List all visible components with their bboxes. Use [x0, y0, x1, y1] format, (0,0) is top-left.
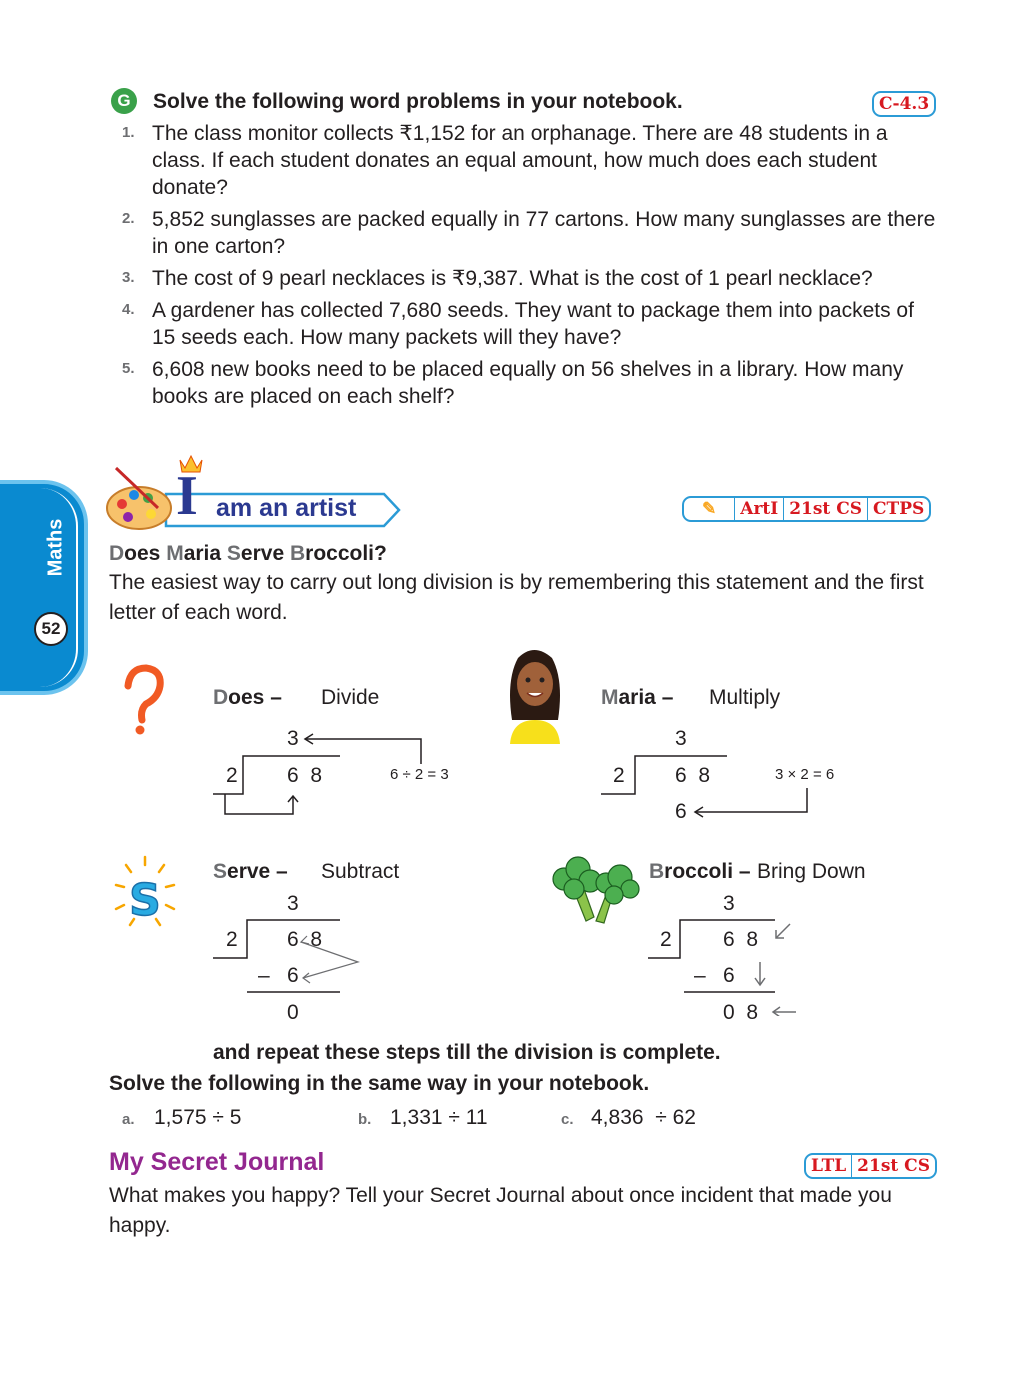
maria-bracket-lines — [595, 740, 825, 820]
broccoli-quotient: 3 — [723, 892, 735, 915]
practice-instruction: Solve the following in the same way in your notebook. — [109, 1072, 650, 1095]
broccoli-result: 0 8 — [723, 1001, 759, 1024]
letter-s-icon — [112, 855, 178, 933]
list-item — [122, 356, 942, 410]
practice-item: a. 1,575 ÷ 5 — [122, 1106, 242, 1129]
item-number: 5. — [122, 360, 135, 377]
item-number: 2. — [122, 210, 135, 227]
tag: 21st CS — [784, 498, 868, 520]
broccoli-meaning: Bring Down — [757, 860, 866, 883]
maria-dividend: 6 8 — [675, 764, 711, 787]
problem-text: 5,852 sunglasses are packed equally in 77 cartons. How many sunglasses are there in one carton? — [152, 208, 936, 258]
serve-label: Serve – — [213, 860, 288, 883]
practice-item: c. 4,836 ÷ 62 — [561, 1106, 696, 1129]
serve-dividend: 6 8 — [287, 928, 323, 951]
journal-text: What makes you happy? Tell your Secret Journal about once incident that made you happy. — [109, 1184, 892, 1237]
item-number: 1. — [122, 124, 135, 141]
pencil-icon: ✎ — [684, 498, 735, 520]
broccoli-bracket-lines — [640, 906, 810, 1016]
list-item — [122, 120, 942, 201]
serve-meaning: Subtract — [321, 860, 400, 883]
maria-quotient: 3 — [675, 727, 687, 750]
tag: 21st CS — [857, 1156, 930, 1176]
tag: LTL — [806, 1155, 852, 1177]
does-label: Does – — [213, 686, 282, 709]
artist-title: am an artist — [216, 494, 357, 522]
broccoli-label: Broccoli – — [649, 860, 751, 883]
does-bracket-lines — [205, 728, 435, 823]
journal-tags — [804, 1153, 937, 1179]
does-dividend: 6 8 — [287, 764, 323, 787]
serve-divisor: 2 — [226, 928, 238, 951]
problem-text: 6,608 new books need to be placed equally on 56 shelves in a library. How many books are placed on each shelf? — [152, 358, 904, 408]
broccoli-divisor: 2 — [660, 928, 672, 951]
girl-character-icon — [500, 640, 570, 744]
maria-note: 3 × 2 = 6 — [775, 766, 835, 783]
maria-meaning: Multiply — [709, 686, 781, 709]
broccoli-dividend: 6 8 — [723, 928, 759, 951]
list-item — [122, 206, 942, 260]
artist-title-letter: I — [176, 465, 198, 527]
tag: ArtI — [735, 498, 784, 520]
section-g-tag: C-4.3 — [872, 91, 936, 117]
maria-divisor: 2 — [613, 764, 625, 787]
practice-item: b. 1,331 ÷ 11 — [358, 1106, 488, 1129]
does-quotient: 3 — [287, 727, 299, 750]
artist-subheading: Does Maria Serve Broccoli? — [109, 542, 387, 565]
serve-quotient: 3 — [287, 892, 299, 915]
does-note: 6 ÷ 2 = 3 — [390, 766, 449, 783]
section-g-instruction: Solve the following word problems in your notebook. — [153, 90, 683, 113]
serve-bracket-lines — [205, 906, 375, 996]
artist-intro: The easiest way to carry out long division is by remembering this statement and the first letter of each word. — [109, 571, 924, 624]
broccoli-icon — [550, 855, 640, 927]
page-number: 52 — [34, 612, 68, 646]
problem-text: A gardener has collected 7,680 seeds. They want to package them into packets of 15 seeds each. How many packets will they have? — [152, 299, 914, 349]
subject-label: Maths — [44, 518, 67, 577]
question-mark-icon — [118, 664, 168, 736]
list-item — [122, 265, 942, 292]
svg-text:S: S — [129, 875, 161, 926]
list-item — [122, 297, 942, 351]
broccoli-subtrahend: 6 — [723, 964, 735, 987]
artist-tags — [682, 496, 931, 522]
serve-subtrahend: 6 — [287, 964, 299, 987]
maria-label: Maria – — [601, 686, 674, 709]
problem-text: The class monitor collects ₹1,152 for an orphanage. There are 48 students in a class. If each student donates an equal amount, how much does each student donate? — [152, 122, 888, 199]
broccoli-minus: – — [694, 964, 706, 987]
does-divisor: 2 — [226, 764, 238, 787]
tag: CTPS — [873, 499, 925, 519]
repeat-text: and repeat these steps till the division is complete. — [213, 1041, 721, 1064]
item-number: 4. — [122, 301, 135, 318]
section-g-badge: G — [111, 88, 137, 114]
does-meaning: Divide — [321, 686, 380, 709]
maria-product: 6 — [675, 800, 687, 823]
serve-minus: – — [258, 964, 270, 987]
problem-text: The cost of 9 pearl necklaces is ₹9,387. What is the cost of 1 pearl necklace? — [152, 267, 873, 290]
journal-title: My Secret Journal — [109, 1148, 325, 1176]
word-problems-list — [122, 120, 942, 415]
palette-icon — [107, 487, 171, 529]
serve-result: 0 — [287, 1001, 299, 1024]
item-number: 3. — [122, 269, 135, 286]
